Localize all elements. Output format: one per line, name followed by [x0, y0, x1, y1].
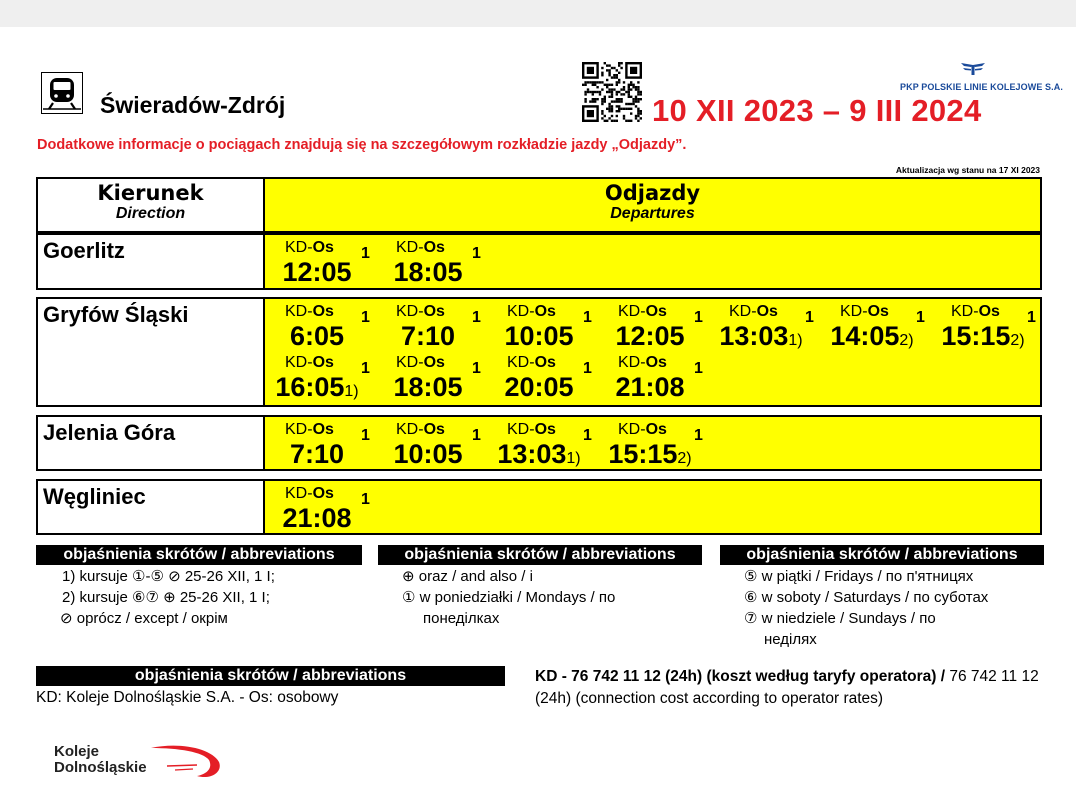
footnote-marker: 1) [788, 332, 803, 349]
footnote-marker: 2) [677, 450, 692, 467]
train-type [396, 421, 445, 439]
train-type [951, 303, 1000, 321]
departure-entry [935, 303, 1043, 351]
train-category: Os [645, 303, 667, 320]
departure-time [380, 257, 476, 292]
carrier-code: KD- [285, 485, 313, 502]
departure-time [380, 372, 476, 407]
departure-time [935, 321, 1031, 356]
train-type [729, 303, 778, 321]
departure-entry [491, 354, 599, 402]
platform-number: 1 [583, 360, 592, 377]
carrier-code: KD- [396, 354, 424, 371]
contact-info [535, 666, 1045, 710]
train-category: Os [534, 421, 556, 438]
abbreviations-label: objaśnienia skrótów / abbreviations [720, 545, 1044, 565]
train-type [618, 354, 667, 372]
abbreviations-label: objaśnienia skrótów / abbreviations [378, 545, 702, 565]
train-icon [41, 72, 83, 114]
departure-time [491, 372, 587, 407]
departure-entry [602, 421, 710, 469]
departure-entry [269, 421, 377, 469]
departures-subtitle: Departures [610, 205, 695, 222]
top-bar [0, 0, 1076, 27]
departure-entry [824, 303, 932, 351]
time-value: 10:05 [393, 439, 463, 469]
departure-entry [491, 421, 599, 469]
train-category: Os [534, 303, 556, 320]
time-value: 15:15 [941, 321, 1011, 351]
koleje-dolnoslaskie-logo [54, 744, 147, 776]
train-category: Os [312, 303, 334, 320]
direction-row-jelenia-gora [36, 415, 1042, 471]
train-type [285, 421, 334, 439]
carrier-code: KD- [285, 303, 313, 320]
footnote-marker: 1) [344, 383, 359, 400]
platform-number: 1 [472, 309, 481, 326]
platform-number: 1 [583, 309, 592, 326]
departure-entry [269, 485, 377, 533]
direction-row-wegliniec [36, 479, 1042, 535]
train-type [396, 303, 445, 321]
carrier-code: KD- [396, 421, 424, 438]
timetable-header [36, 177, 1042, 233]
departure-entry [380, 303, 488, 351]
train-category: Os [756, 303, 778, 320]
departure-time [713, 321, 809, 356]
platform-number: 1 [694, 309, 703, 326]
abbreviations-label: objaśnienia skrótów / abbreviations [36, 545, 362, 565]
carrier-code: KD- [507, 354, 535, 371]
train-type [507, 354, 556, 372]
abbreviation-line: неділях [764, 631, 817, 648]
platform-number: 1 [1027, 309, 1036, 326]
direction-row-goerlitz [36, 233, 1042, 290]
carrier-code: KD- [396, 303, 424, 320]
departure-entry [269, 354, 377, 402]
platform-number: 1 [361, 491, 370, 508]
departure-time [824, 321, 920, 356]
abbreviation-line: ① w poniedziałki / Mondays / по [402, 589, 616, 606]
train-type [285, 239, 334, 257]
carrier-code: KD- [618, 354, 646, 371]
abbreviation-line: ⊕ oraz / and also / і [402, 568, 533, 585]
carrier-code: KD- [507, 303, 535, 320]
time-value: 16:05 [275, 372, 345, 402]
train-category: Os [534, 354, 556, 371]
platform-number: 1 [694, 427, 703, 444]
departure-time [269, 503, 365, 538]
train-type [618, 421, 667, 439]
departures-cell [265, 299, 1040, 405]
departure-time [602, 372, 698, 407]
departure-time [602, 321, 698, 356]
pkp-logo [900, 62, 1063, 92]
qr-code[interactable] [582, 62, 642, 122]
abbreviation-line: ⑥ w soboty / Saturdays / по суботах [744, 589, 989, 606]
departure-time [491, 321, 587, 356]
departure-entry [269, 303, 377, 351]
departure-entry [380, 354, 488, 402]
time-value: 13:03 [719, 321, 789, 351]
pkp-wings-icon [960, 62, 986, 76]
train-category: Os [645, 421, 667, 438]
departure-time [269, 321, 365, 356]
time-value: 13:03 [497, 439, 567, 469]
train-category: Os [645, 354, 667, 371]
train-category: Os [423, 421, 445, 438]
train-category: Os [423, 239, 445, 256]
direction-name: Goerlitz [43, 238, 125, 263]
carrier-code: KD- [729, 303, 757, 320]
time-value: 20:05 [504, 372, 574, 402]
departure-time [602, 439, 698, 474]
departures-cell [265, 235, 1040, 288]
abbreviation-line: ⑤ w piątki / Fridays / по п'ятницях [744, 568, 974, 585]
direction-title: Kierunek [97, 181, 204, 205]
departure-entry [713, 303, 821, 351]
footnote-marker: 1) [566, 450, 581, 467]
train-type [618, 303, 667, 321]
time-value: 6:05 [289, 321, 345, 351]
departure-time [269, 372, 365, 407]
info-note: Dodatkowe informacje o pociągach znajdują się na szczegółowym rozkładzie jazdy „Odjazdy”. [37, 137, 687, 153]
abbreviation-line: 2) kursuje ⑥⑦ ⊕ 25-26 XII, 1 I; [62, 589, 270, 606]
carrier-code: KD- [840, 303, 868, 320]
platform-number: 1 [583, 427, 592, 444]
time-value: 14:05 [830, 321, 900, 351]
contact-bold: KD - 76 742 11 12 (24h) (koszt według taryfy operatora) / [535, 668, 946, 685]
departure-entry [269, 239, 377, 287]
train-type [396, 354, 445, 372]
platform-number: 1 [472, 360, 481, 377]
train-type [840, 303, 889, 321]
carrier-code: KD- [618, 421, 646, 438]
train-category: Os [312, 354, 334, 371]
station-name: Świeradów-Zdrój [100, 92, 286, 118]
departure-time [269, 257, 365, 292]
abbreviation-line: 1) kursuje ①-⑤ ⊘ 25-26 XII, 1 I; [62, 568, 275, 585]
train-category: Os [312, 485, 334, 502]
footnote-marker: 2) [899, 332, 914, 349]
carrier-code: KD- [285, 421, 313, 438]
train-category: Os [423, 303, 445, 320]
train-category: Os [867, 303, 889, 320]
time-value: 7:10 [400, 321, 456, 351]
contact-normal: 76 742 11 12 (24h) (connection cost according to operator rates) [535, 668, 1039, 707]
time-value: 12:05 [282, 257, 352, 287]
departure-time [491, 439, 587, 474]
train-type [507, 303, 556, 321]
direction-row-gryfow-slaski [36, 297, 1042, 407]
departure-entry [602, 303, 710, 351]
train-category: Os [978, 303, 1000, 320]
train-category: Os [312, 239, 334, 256]
platform-number: 1 [916, 309, 925, 326]
train-category: Os [312, 421, 334, 438]
time-value: 7:10 [289, 439, 345, 469]
train-type [396, 239, 445, 257]
time-value: 15:15 [608, 439, 678, 469]
carrier-code: KD- [951, 303, 979, 320]
platform-number: 1 [361, 427, 370, 444]
operators-legend: KD: Koleje Dolnośląskie S.A. - Os: osobowy [36, 689, 339, 706]
direction-name: Jelenia Góra [43, 420, 176, 445]
carrier-code: KD- [285, 239, 313, 256]
time-value: 10:05 [504, 321, 574, 351]
time-value: 21:08 [615, 372, 685, 402]
carrier-code: KD- [507, 421, 535, 438]
direction-name: Węgliniec [43, 484, 146, 509]
carrier-code: KD- [618, 303, 646, 320]
departure-time [269, 439, 365, 474]
departure-entry [602, 354, 710, 402]
direction-name-cell [38, 299, 265, 405]
direction-header [38, 179, 265, 231]
time-value: 18:05 [393, 372, 463, 402]
time-value: 21:08 [282, 503, 352, 533]
logo-line-1: Koleje [54, 743, 100, 760]
platform-number: 1 [805, 309, 814, 326]
departure-time [380, 321, 476, 356]
platform-number: 1 [361, 309, 370, 326]
abbreviations-label: objaśnienia skrótów / abbreviations [36, 666, 505, 686]
abbreviation-line: ⑦ w niedziele / Sundays / по [744, 610, 936, 627]
direction-subtitle: Direction [115, 205, 186, 222]
departures-title: Odjazdy [604, 181, 701, 205]
direction-name: Gryfów Śląski [43, 302, 189, 327]
abbreviation-line: понеділках [423, 610, 500, 627]
time-value: 18:05 [393, 257, 463, 287]
train-type [285, 485, 334, 503]
platform-number: 1 [361, 245, 370, 262]
direction-name-cell [38, 417, 265, 469]
departures-header [265, 179, 1040, 231]
train-category: Os [423, 354, 445, 371]
platform-number: 1 [472, 427, 481, 444]
carrier-code: KD- [396, 239, 424, 256]
logo-line-2: Dolnośląskie [54, 759, 147, 776]
departures-cell [265, 481, 1040, 533]
train-type [507, 421, 556, 439]
validity-period: 10 XII 2023 – 9 III 2024 [652, 93, 982, 128]
abbreviation-line: ⊘ oprócz / except / окрім [60, 610, 228, 627]
platform-number: 1 [472, 245, 481, 262]
carrier-code: KD- [285, 354, 313, 371]
update-note: Aktualizacja wg stanu na 17 XI 2023 [895, 165, 1040, 175]
departure-time [380, 439, 476, 474]
direction-name-cell [38, 481, 265, 533]
platform-number: 1 [361, 360, 370, 377]
departure-entry [380, 239, 488, 287]
time-value: 12:05 [615, 321, 685, 351]
train-type [285, 354, 334, 372]
direction-name-cell [38, 235, 265, 288]
departures-cell [265, 417, 1040, 469]
pkp-brand-text: PKP POLSKIE LINIE KOLEJOWE S.A. [900, 82, 1063, 92]
logo-swoosh-icon [149, 742, 224, 782]
train-type [285, 303, 334, 321]
platform-number: 1 [694, 360, 703, 377]
departure-entry [380, 421, 488, 469]
departure-entry [491, 303, 599, 351]
footnote-marker: 2) [1010, 332, 1025, 349]
